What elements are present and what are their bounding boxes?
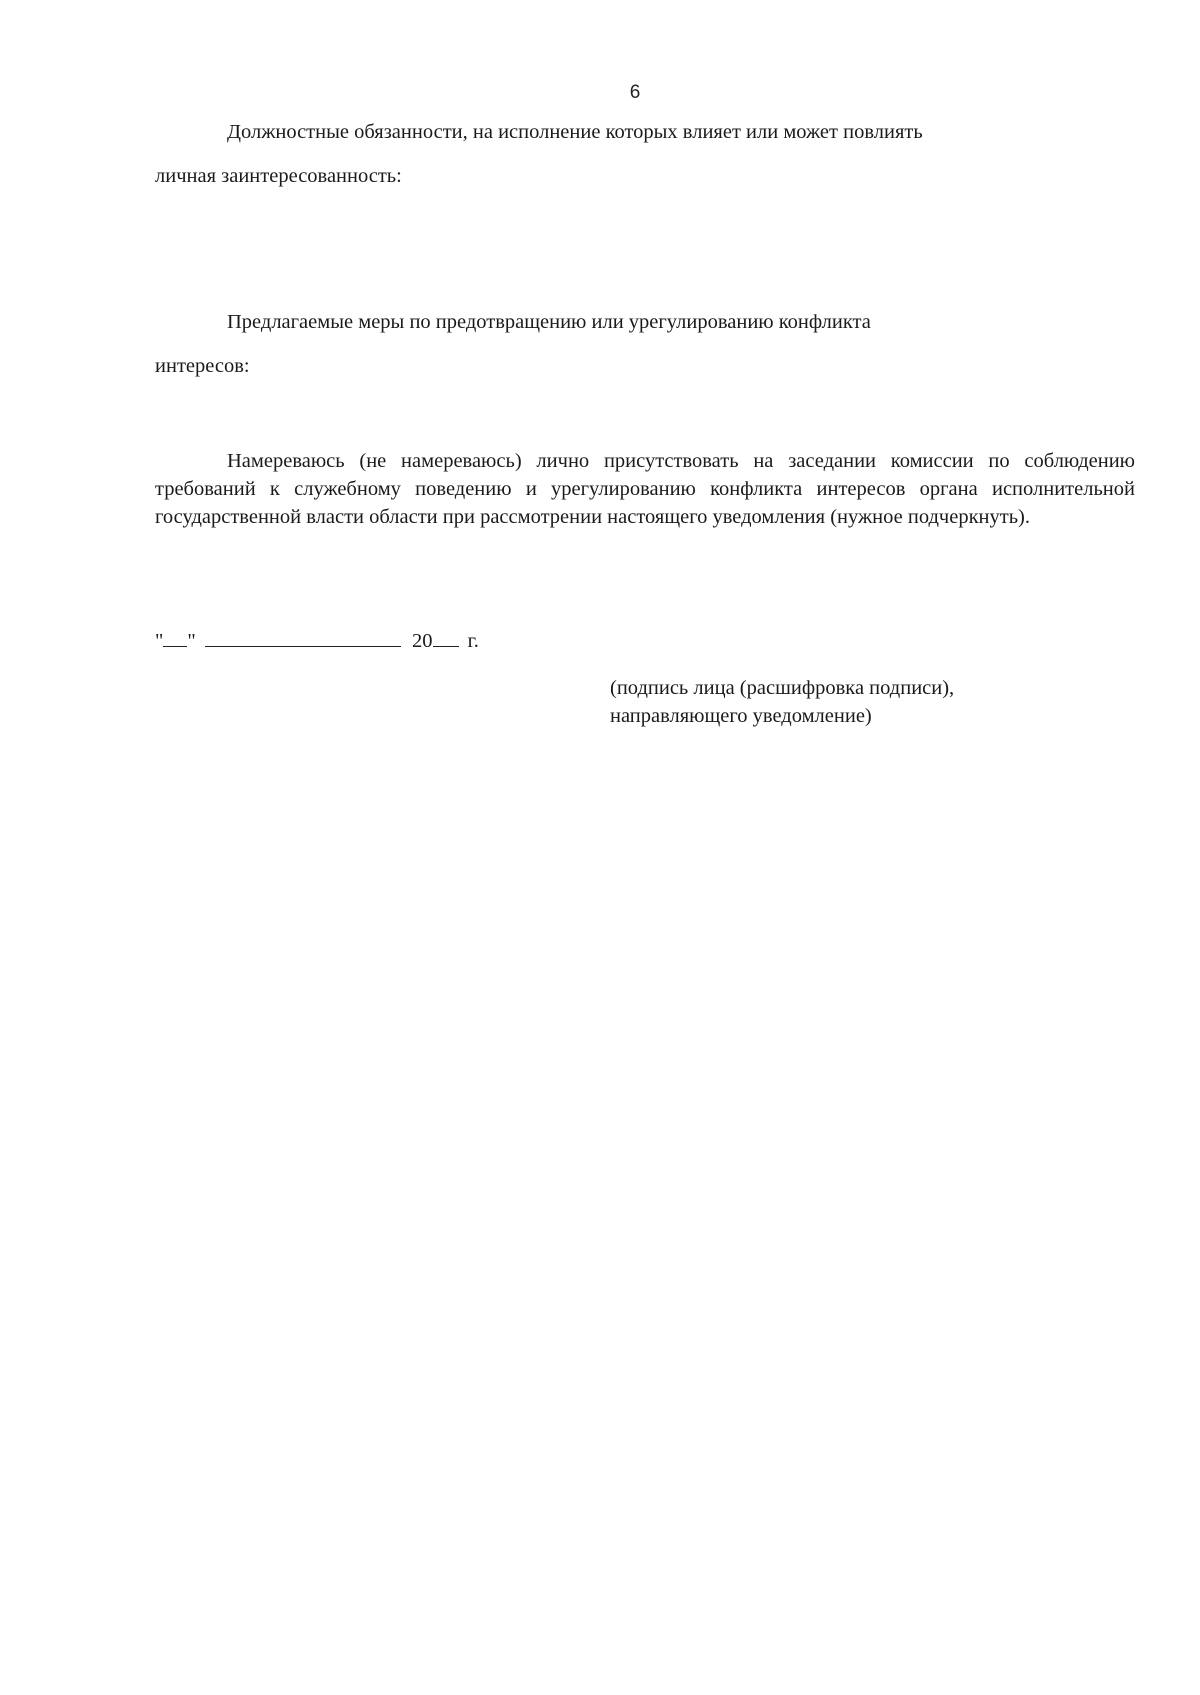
signature-caption (610, 674, 954, 730)
intent-paragraph: Намереваюсь (не намереваюсь) лично присутствовать на заседании комиссии по соблюдению требований к служебному поведению и урегулированию конфликта интересов органа исполнительной государственной власти области при рассмотрении настоящего уведомления (нужное подчеркнуть). (155, 450, 1135, 528)
measures-heading-line1: Предлагаемые меры по предотвращению или урегулированию конфликта (227, 311, 871, 333)
date-close-quote: " (187, 630, 196, 652)
year-suffix: г. (467, 630, 479, 652)
date-open-quote: " (155, 630, 164, 652)
signature-caption-line2: направляющего уведомление) (610, 705, 872, 727)
year-prefix: 20 (412, 630, 433, 652)
duties-heading-line1: Должностные обязанности, на исполнение которых влияет или может повлиять (227, 121, 923, 143)
signature-caption-line1: (подпись лица (расшифровка подписи), (610, 677, 955, 699)
date-line (155, 626, 479, 655)
page-number: 6 (629, 82, 641, 103)
year-blank[interactable] (433, 626, 459, 647)
measures-heading-line2: интересов: (155, 355, 250, 377)
day-blank[interactable] (163, 626, 187, 647)
month-blank[interactable] (205, 626, 401, 647)
duties-heading-line2: личная заинтересованность: (155, 165, 402, 187)
